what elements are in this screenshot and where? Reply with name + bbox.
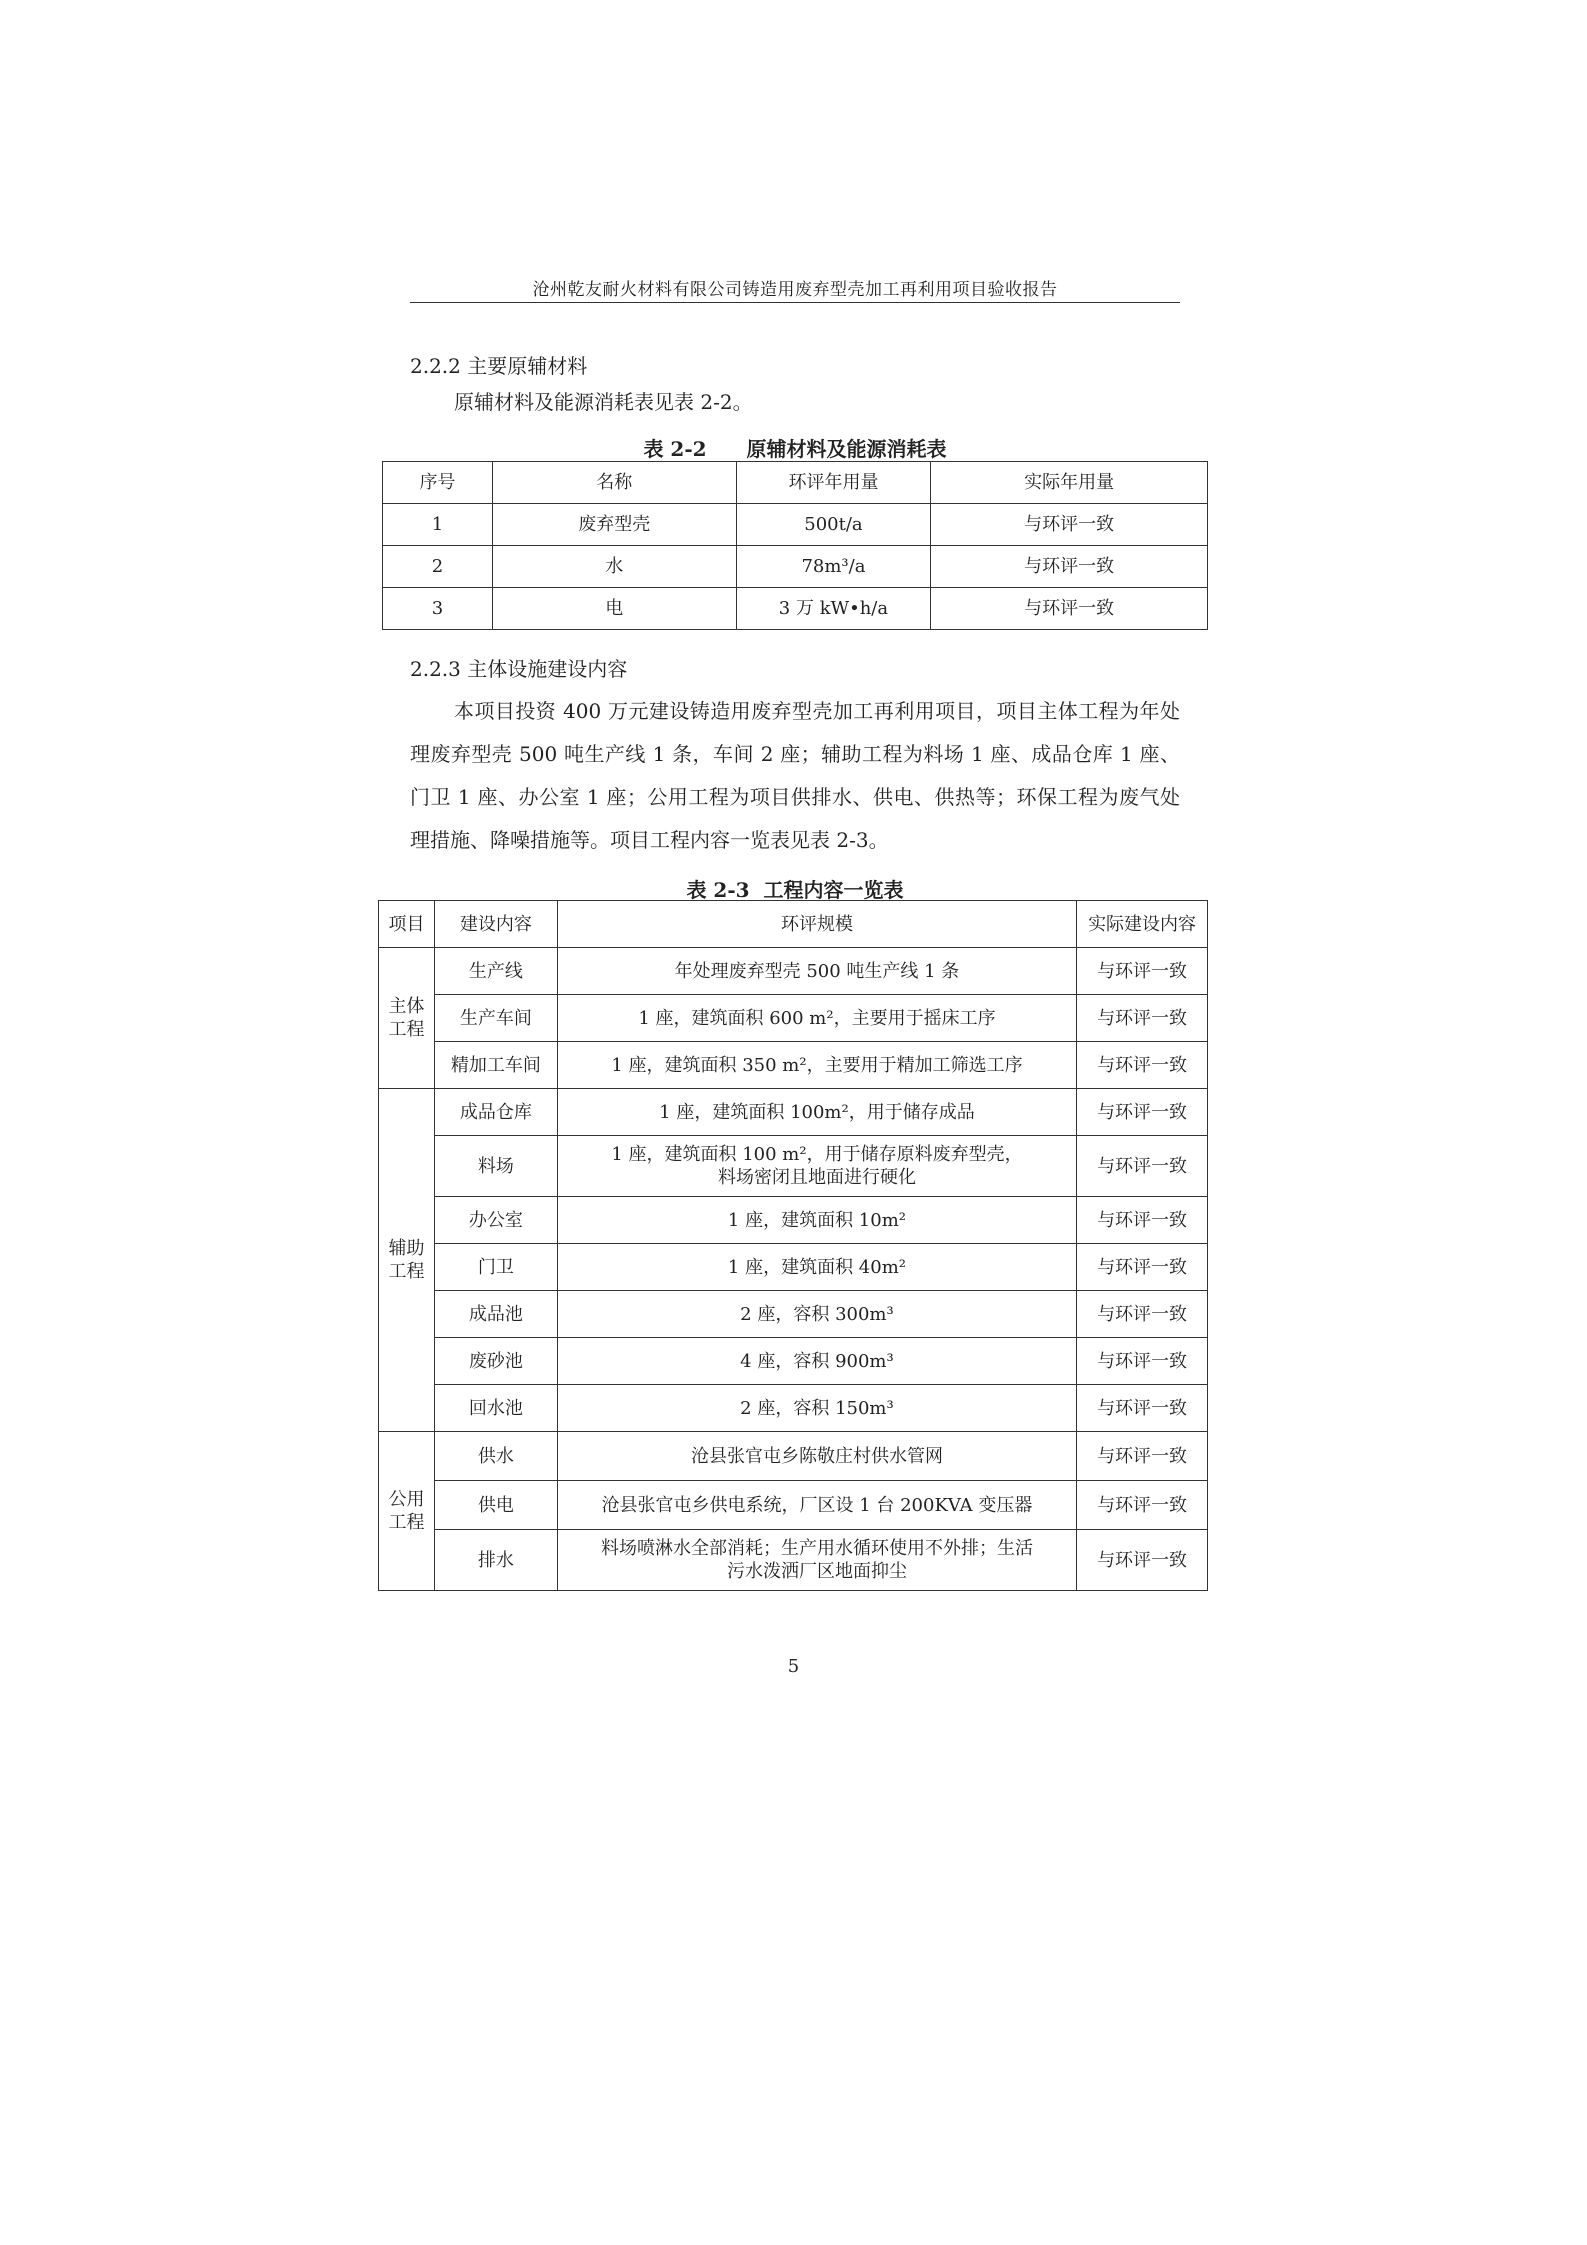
table-cell: 3 万 kW•h/a [736, 588, 931, 630]
table-cell: 与环评一致 [931, 588, 1208, 630]
header-rule [410, 302, 1180, 303]
table-cell: 与环评一致 [1077, 1136, 1208, 1197]
table-cell: 与环评一致 [1077, 1042, 1208, 1089]
table-cell: 沧县张官屯乡供电系统，厂区设 1 台 200KVA 变压器 [557, 1481, 1076, 1530]
header-cell: 序号 [383, 462, 493, 504]
section-title-2-2-3: 2.2.3 主体设施建设内容 [410, 657, 628, 681]
table-cell: 与环评一致 [1077, 1089, 1208, 1136]
table-cell: 供电 [434, 1481, 557, 1530]
table-cell: 水 [492, 546, 736, 588]
table-cell: 精加工车间 [434, 1042, 557, 1089]
table-cell: 4 座，容积 900m³ [557, 1338, 1076, 1385]
table-cell: 与环评一致 [1077, 1197, 1208, 1244]
table-cell: 1 座，建筑面积 40m² [557, 1244, 1076, 1291]
page-number: 5 [787, 1656, 800, 1677]
table-cell: 成品仓库 [434, 1089, 557, 1136]
table-cell: 生产线 [434, 948, 557, 995]
table-row [379, 1338, 1208, 1385]
table-2-3-caption [380, 874, 1210, 903]
table-cell: 500t/a [736, 504, 931, 546]
table-row [379, 1481, 1208, 1530]
group-cell: 主体工程 [379, 948, 435, 1089]
table-2-2-caption [380, 433, 1210, 462]
table-cell: 料场喷淋水全部消耗；生产用水循环使用不外排；生活污水泼洒厂区地面抑尘 [557, 1530, 1076, 1591]
table-2-2 [382, 461, 1208, 630]
table-2-3 [378, 900, 1208, 1591]
table-header-row [379, 901, 1208, 948]
table-row [379, 1089, 1208, 1136]
table-cell: 电 [492, 588, 736, 630]
table-2-3-number: 表 2-3 [686, 878, 750, 902]
table-cell: 料场 [434, 1136, 557, 1197]
running-header: 沧州乾友耐火材料有限公司铸造用废弃型壳加工再利用项目验收报告 [532, 280, 1058, 300]
section-2-2-2-intro: 原辅材料及能源消耗表见表 2-2。 [454, 390, 753, 414]
table-cell: 与环评一致 [1077, 1481, 1208, 1530]
table-cell: 与环评一致 [1077, 1244, 1208, 1291]
table-cell: 与环评一致 [1077, 1385, 1208, 1432]
table-2-3-title: 工程内容一览表 [763, 878, 904, 902]
table-cell: 3 [383, 588, 493, 630]
table-row [383, 546, 1208, 588]
table-cell: 1 座，建筑面积 10m² [557, 1197, 1076, 1244]
table-cell: 供水 [434, 1432, 557, 1481]
group-cell: 公用工程 [379, 1432, 435, 1591]
table-row [379, 995, 1208, 1042]
table-cell: 与环评一致 [1077, 995, 1208, 1042]
table-cell: 废砂池 [434, 1338, 557, 1385]
table-cell: 门卫 [434, 1244, 557, 1291]
table-cell: 生产车间 [434, 995, 557, 1042]
table-row [379, 1042, 1208, 1089]
header-cell: 项目 [379, 901, 435, 948]
table-row [379, 1432, 1208, 1481]
section-2-2-3-paragraph: 本项目投资 400 万元建设铸造用废弃型壳加工再利用项目，项目主体工程为年处理废弃型壳 500 吨生产线 1 条，车间 2 座；辅助工程为料场 1 座、成品仓库 1 座、门卫 1 座、办公室 1 座；公用工程为项目供排水、供电、供热等；环保工程为废气处理措施、降噪措施等。项目工程内容一览表见表 2-3。 [410, 699, 1180, 852]
table-row [379, 1136, 1208, 1197]
table-cell: 与环评一致 [1077, 1291, 1208, 1338]
header-cell: 环评年用量 [736, 462, 931, 504]
table-row [379, 948, 1208, 995]
header-cell: 环评规模 [557, 901, 1076, 948]
table-cell: 2 座，容积 150m³ [557, 1385, 1076, 1432]
table-cell: 与环评一致 [1077, 1432, 1208, 1481]
table-cell: 与环评一致 [931, 546, 1208, 588]
table-cell: 78m³/a [736, 546, 931, 588]
table-row [379, 1197, 1208, 1244]
table-cell: 1 座，建筑面积 600 m²，主要用于摇床工序 [557, 995, 1076, 1042]
table-cell: 排水 [434, 1530, 557, 1591]
header-cell: 实际年用量 [931, 462, 1208, 504]
table-cell: 沧县张官屯乡陈敬庄村供水管网 [557, 1432, 1076, 1481]
table-2-2-title: 原辅材料及能源消耗表 [746, 437, 947, 461]
table-cell: 办公室 [434, 1197, 557, 1244]
table-cell: 成品池 [434, 1291, 557, 1338]
table-cell: 1 座，建筑面积 100 m²，用于储存原料废弃型壳，料场密闭且地面进行硬化 [557, 1136, 1076, 1197]
table-row [379, 1244, 1208, 1291]
table-header-row [383, 462, 1208, 504]
table-row [383, 588, 1208, 630]
section-title-2-2-2: 2.2.2 主要原辅材料 [410, 354, 588, 378]
table-cell: 与环评一致 [1077, 1338, 1208, 1385]
header-cell: 名称 [492, 462, 736, 504]
header-cell: 建设内容 [434, 901, 557, 948]
table-cell: 年处理废弃型壳 500 吨生产线 1 条 [557, 948, 1076, 995]
table-cell: 1 座，建筑面积 100m²，用于储存成品 [557, 1089, 1076, 1136]
table-row [379, 1291, 1208, 1338]
table-cell: 2 [383, 546, 493, 588]
table-cell: 与环评一致 [1077, 948, 1208, 995]
table-cell: 与环评一致 [931, 504, 1208, 546]
header-cell: 实际建设内容 [1077, 901, 1208, 948]
table-cell: 与环评一致 [1077, 1530, 1208, 1591]
table-2-2-number: 表 2-2 [643, 437, 707, 461]
table-cell: 2 座，容积 300m³ [557, 1291, 1076, 1338]
table-row [379, 1385, 1208, 1432]
table-cell: 1 座，建筑面积 350 m²，主要用于精加工筛选工序 [557, 1042, 1076, 1089]
table-row [383, 504, 1208, 546]
table-row [379, 1530, 1208, 1591]
table-cell: 1 [383, 504, 493, 546]
group-cell: 辅助工程 [379, 1089, 435, 1432]
table-cell: 废弃型壳 [492, 504, 736, 546]
table-cell: 回水池 [434, 1385, 557, 1432]
